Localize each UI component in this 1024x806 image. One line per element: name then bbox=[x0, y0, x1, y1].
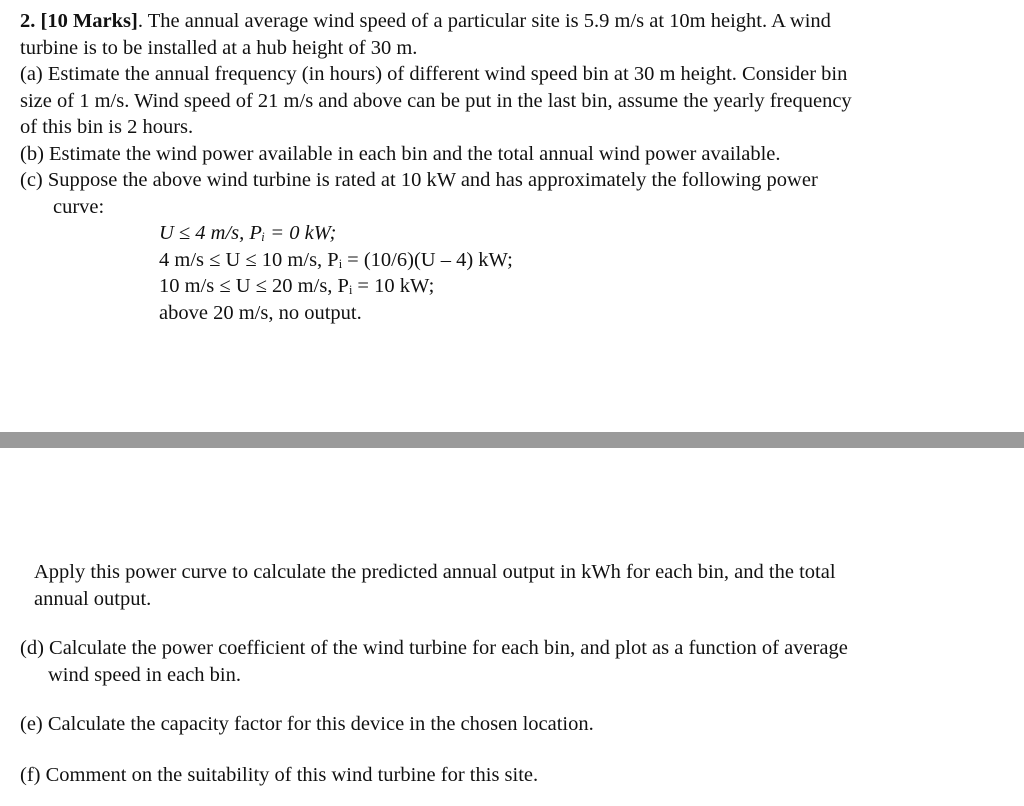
power-curve-line-1: U ≤ 4 m/s, Pᵢ = 0 kW; bbox=[159, 222, 337, 244]
question-continued-section bbox=[20, 559, 994, 788]
question-intro-text: . The annual average wind speed of a particular site is 5.9 m/s at 10m height. A wind bbox=[137, 10, 831, 32]
question-top-section bbox=[20, 8, 1010, 326]
part-c-line-1: (c) Suppose the above wind turbine is rated at 10 kW and has approximately the following power bbox=[20, 169, 818, 191]
question-number: 2. bbox=[20, 10, 36, 32]
power-curve-line-4: above 20 m/s, no output. bbox=[159, 301, 362, 324]
part-d-line-1: (d) Calculate the power coefficient of the wind turbine for each bin, and plot as a function of average bbox=[20, 637, 848, 659]
part-a-line-3: of this bin is 2 hours. bbox=[20, 116, 194, 138]
power-curve-line-2: 4 m/s ≤ U ≤ 10 m/s, Pᵢ = (10/6)(U – 4) kW; bbox=[159, 248, 513, 271]
apply-line-1: Apply this power curve to calculate the predicted annual output in kWh for each bin, and the total bbox=[34, 561, 836, 583]
part-e-line-1: (e) Calculate the capacity factor for this device in the chosen location. bbox=[20, 713, 594, 735]
question-header-line bbox=[20, 8, 1010, 35]
part-a-line-2: size of 1 m/s. Wind speed of 21 m/s and above can be put in the last bin, assume the yearly frequency bbox=[20, 89, 852, 112]
apply-line-2: annual output. bbox=[34, 587, 152, 610]
page-divider-bar bbox=[0, 432, 1024, 448]
part-d-line-2: wind speed in each bin. bbox=[48, 663, 241, 686]
part-f-line-1: (f) Comment on the suitability of this wind turbine for this site. bbox=[20, 763, 539, 786]
power-curve-block bbox=[20, 220, 1010, 326]
question-marks: [10 Marks] bbox=[40, 10, 138, 32]
power-curve-line-3: 10 m/s ≤ U ≤ 20 m/s, Pᵢ = 10 kW; bbox=[159, 275, 435, 297]
question-intro-line-2: turbine is to be installed at a hub height of 30 m. bbox=[20, 36, 418, 59]
part-a-line-1: (a) Estimate the annual frequency (in hours) of different wind speed bin at 30 m height. Consider bin bbox=[20, 63, 848, 85]
part-c-line-2: curve: bbox=[53, 195, 105, 218]
part-b-line-1: (b) Estimate the wind power available in each bin and the total annual wind power available. bbox=[20, 142, 781, 165]
